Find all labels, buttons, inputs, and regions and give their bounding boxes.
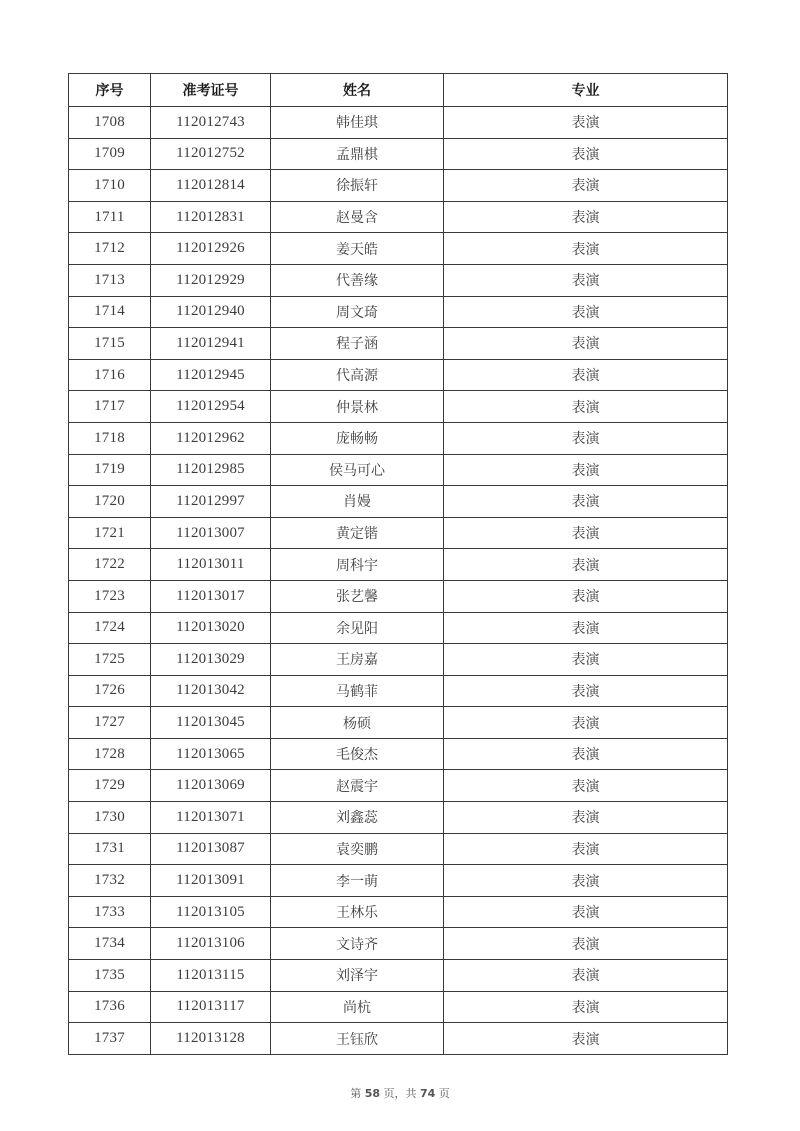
cell-exam-id: 112012814	[151, 170, 271, 202]
cell-exam-id: 112012752	[151, 138, 271, 170]
cell-name: 姜天皓	[271, 233, 444, 265]
cell-name: 刘鑫蕊	[271, 802, 444, 834]
cell-major: 表演	[444, 644, 728, 676]
cell-exam-id: 112013065	[151, 738, 271, 770]
table-row	[69, 107, 728, 139]
footer-suffix: 页	[435, 1087, 450, 1100]
table-header	[69, 74, 728, 107]
cell-exam-id: 112013020	[151, 612, 271, 644]
cell-exam-id: 112013007	[151, 517, 271, 549]
cell-seq: 1721	[69, 517, 151, 549]
cell-major: 表演	[444, 991, 728, 1023]
table-row	[69, 454, 728, 486]
cell-major: 表演	[444, 928, 728, 960]
cell-exam-id: 112013091	[151, 865, 271, 897]
cell-exam-id: 112013087	[151, 833, 271, 865]
cell-name: 张艺馨	[271, 580, 444, 612]
cell-name: 周科宇	[271, 549, 444, 581]
cell-seq: 1732	[69, 865, 151, 897]
cell-seq: 1728	[69, 738, 151, 770]
table-row	[69, 359, 728, 391]
table-row	[69, 138, 728, 170]
cell-seq: 1717	[69, 391, 151, 423]
cell-major: 表演	[444, 707, 728, 739]
cell-exam-id: 112012926	[151, 233, 271, 265]
cell-name: 孟鼎棋	[271, 138, 444, 170]
cell-exam-id: 112013128	[151, 1023, 271, 1055]
total-page-count: 74	[420, 1087, 436, 1100]
table-row	[69, 580, 728, 612]
cell-name: 肖嫚	[271, 486, 444, 518]
cell-name: 王钰欣	[271, 1023, 444, 1055]
cell-name: 赵震宇	[271, 770, 444, 802]
table-row	[69, 422, 728, 454]
cell-exam-id: 112012929	[151, 264, 271, 296]
table-row	[69, 517, 728, 549]
cell-name: 王林乐	[271, 896, 444, 928]
cell-major: 表演	[444, 328, 728, 360]
cell-name: 文诗齐	[271, 928, 444, 960]
table-row	[69, 612, 728, 644]
footer-prefix: 第	[350, 1087, 365, 1100]
cell-major: 表演	[444, 833, 728, 865]
cell-exam-id: 112013071	[151, 802, 271, 834]
cell-seq: 1731	[69, 833, 151, 865]
cell-name: 马鹤菲	[271, 675, 444, 707]
cell-major: 表演	[444, 391, 728, 423]
cell-seq: 1725	[69, 644, 151, 676]
table-row	[69, 738, 728, 770]
table-row	[69, 549, 728, 581]
cell-seq: 1735	[69, 960, 151, 992]
cell-seq: 1715	[69, 328, 151, 360]
cell-exam-id: 112012945	[151, 359, 271, 391]
cell-major: 表演	[444, 738, 728, 770]
cell-seq: 1724	[69, 612, 151, 644]
table-row	[69, 770, 728, 802]
cell-seq: 1711	[69, 201, 151, 233]
cell-seq: 1727	[69, 707, 151, 739]
cell-exam-id: 112013017	[151, 580, 271, 612]
cell-exam-id: 112012743	[151, 107, 271, 139]
cell-major: 表演	[444, 454, 728, 486]
cell-exam-id: 112013115	[151, 960, 271, 992]
table-row	[69, 264, 728, 296]
cell-seq: 1716	[69, 359, 151, 391]
cell-seq: 1726	[69, 675, 151, 707]
table-row	[69, 707, 728, 739]
header-exam-id: 准考证号	[151, 74, 271, 107]
cell-major: 表演	[444, 296, 728, 328]
cell-major: 表演	[444, 770, 728, 802]
cell-exam-id: 112013011	[151, 549, 271, 581]
cell-seq: 1709	[69, 138, 151, 170]
cell-exam-id: 112013029	[151, 644, 271, 676]
cell-seq: 1734	[69, 928, 151, 960]
header-name: 姓名	[271, 74, 444, 107]
cell-name: 庞畅畅	[271, 422, 444, 454]
cell-seq: 1713	[69, 264, 151, 296]
page-footer	[0, 1085, 800, 1101]
cell-name: 徐振轩	[271, 170, 444, 202]
cell-major: 表演	[444, 612, 728, 644]
cell-exam-id: 112012985	[151, 454, 271, 486]
table-row	[69, 802, 728, 834]
cell-major: 表演	[444, 675, 728, 707]
cell-name: 侯马可心	[271, 454, 444, 486]
cell-name: 韩佳琪	[271, 107, 444, 139]
table-row	[69, 486, 728, 518]
cell-seq: 1718	[69, 422, 151, 454]
table-row	[69, 391, 728, 423]
cell-exam-id: 112012997	[151, 486, 271, 518]
table-row	[69, 896, 728, 928]
cell-major: 表演	[444, 422, 728, 454]
cell-name: 黄定锴	[271, 517, 444, 549]
header-row	[69, 74, 728, 107]
cell-major: 表演	[444, 138, 728, 170]
cell-exam-id: 112012831	[151, 201, 271, 233]
cell-major: 表演	[444, 580, 728, 612]
cell-name: 余见阳	[271, 612, 444, 644]
table-row	[69, 1023, 728, 1055]
table-row	[69, 960, 728, 992]
cell-exam-id: 112012954	[151, 391, 271, 423]
cell-major: 表演	[444, 170, 728, 202]
cell-name: 杨硕	[271, 707, 444, 739]
cell-exam-id: 112013106	[151, 928, 271, 960]
table-body	[69, 107, 728, 1055]
cell-major: 表演	[444, 359, 728, 391]
cell-name: 刘泽宇	[271, 960, 444, 992]
table-row	[69, 328, 728, 360]
cell-seq: 1719	[69, 454, 151, 486]
cell-seq: 1708	[69, 107, 151, 139]
candidate-list-table	[68, 73, 728, 1055]
cell-seq: 1730	[69, 802, 151, 834]
cell-major: 表演	[444, 264, 728, 296]
cell-seq: 1737	[69, 1023, 151, 1055]
cell-seq: 1733	[69, 896, 151, 928]
cell-major: 表演	[444, 517, 728, 549]
cell-name: 代善缘	[271, 264, 444, 296]
cell-major: 表演	[444, 960, 728, 992]
cell-exam-id: 112012962	[151, 422, 271, 454]
cell-exam-id: 112012941	[151, 328, 271, 360]
cell-major: 表演	[444, 201, 728, 233]
cell-exam-id: 112013117	[151, 991, 271, 1023]
cell-major: 表演	[444, 1023, 728, 1055]
cell-name: 袁奕鹏	[271, 833, 444, 865]
cell-seq: 1729	[69, 770, 151, 802]
cell-seq: 1714	[69, 296, 151, 328]
cell-name: 毛俊杰	[271, 738, 444, 770]
footer-middle: 页，共	[380, 1087, 420, 1100]
cell-major: 表演	[444, 486, 728, 518]
cell-major: 表演	[444, 549, 728, 581]
table-row	[69, 833, 728, 865]
cell-name: 代高源	[271, 359, 444, 391]
table-row	[69, 201, 728, 233]
header-seq: 序号	[69, 74, 151, 107]
table-row	[69, 296, 728, 328]
cell-exam-id: 112013069	[151, 770, 271, 802]
cell-major: 表演	[444, 802, 728, 834]
cell-major: 表演	[444, 865, 728, 897]
cell-seq: 1736	[69, 991, 151, 1023]
cell-seq: 1710	[69, 170, 151, 202]
cell-seq: 1720	[69, 486, 151, 518]
cell-name: 周文琦	[271, 296, 444, 328]
cell-major: 表演	[444, 233, 728, 265]
table-row	[69, 233, 728, 265]
cell-seq: 1712	[69, 233, 151, 265]
cell-seq: 1723	[69, 580, 151, 612]
cell-major: 表演	[444, 896, 728, 928]
cell-exam-id: 112013042	[151, 675, 271, 707]
table-row	[69, 865, 728, 897]
cell-name: 赵曼含	[271, 201, 444, 233]
cell-exam-id: 112013105	[151, 896, 271, 928]
cell-name: 仲景林	[271, 391, 444, 423]
cell-name: 程子涵	[271, 328, 444, 360]
current-page-number: 58	[364, 1087, 380, 1100]
cell-name: 尚杭	[271, 991, 444, 1023]
table-row	[69, 675, 728, 707]
header-major: 专业	[444, 74, 728, 107]
table-row	[69, 644, 728, 676]
cell-exam-id: 112013045	[151, 707, 271, 739]
table-row	[69, 928, 728, 960]
table-row	[69, 170, 728, 202]
cell-seq: 1722	[69, 549, 151, 581]
table-row	[69, 991, 728, 1023]
cell-name: 李一萌	[271, 865, 444, 897]
cell-exam-id: 112012940	[151, 296, 271, 328]
cell-name: 王房嘉	[271, 644, 444, 676]
cell-major: 表演	[444, 107, 728, 139]
